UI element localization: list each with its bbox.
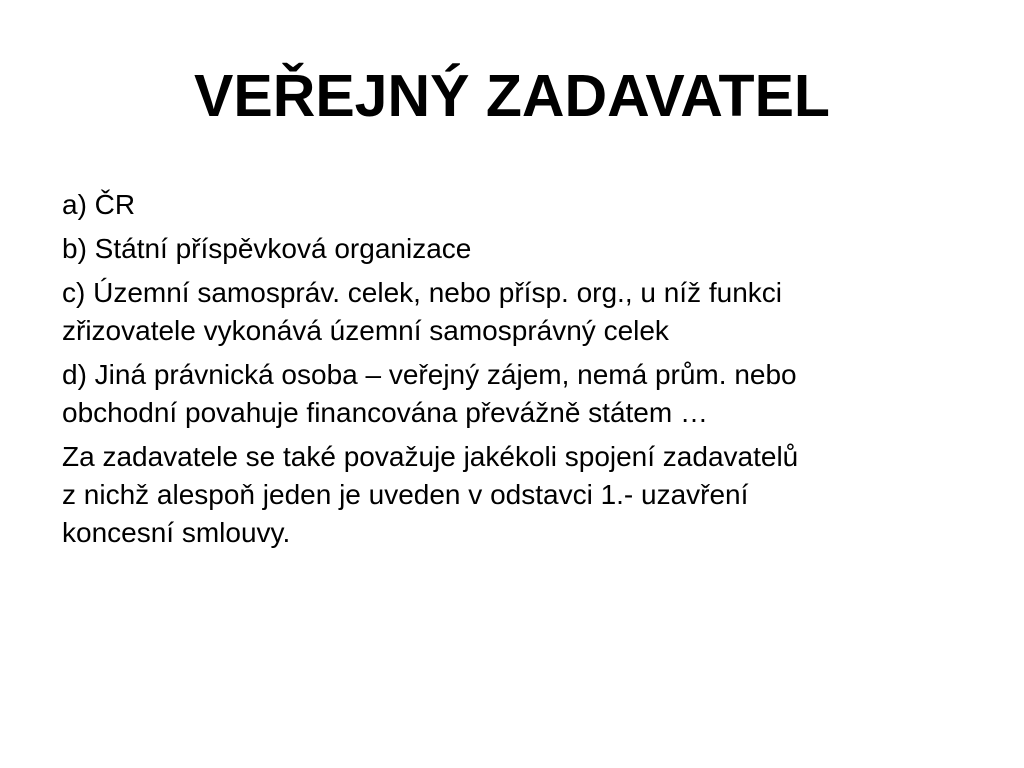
list-item-text: b) Státní příspěvková organizace (62, 233, 472, 264)
list-item-a (62, 186, 982, 224)
list-item-text: d) Jiná právnická osoba – veřejný zájem, nemá prům. nebo (62, 359, 797, 390)
list-item-b (62, 230, 982, 268)
list-item-text: c) Územní samospráv. celek, nebo přísp. org., u níž funkci (62, 277, 783, 308)
list-item-text-continued: zřizovatele vykonává územní samosprávný celek (62, 315, 669, 346)
list-item-c (62, 274, 982, 350)
body-list (62, 186, 982, 558)
list-item-d (62, 356, 982, 432)
list-item-text-continued: koncesní smlouvy. (62, 517, 291, 548)
list-item-text-continued: z nichž alespoň jeden je uveden v odstavci 1.- uzavření (62, 479, 749, 510)
list-item-text: a) ČR (62, 189, 136, 220)
list-item-text: Za zadavatele se také považuje jakékoli spojení zadavatelů (62, 441, 799, 472)
list-item-note (62, 438, 982, 552)
list-item-text-continued: obchodní povahuje financována převážně státem … (62, 397, 708, 428)
slide-title: VEŘEJNÝ ZADAVATEL (194, 63, 830, 129)
